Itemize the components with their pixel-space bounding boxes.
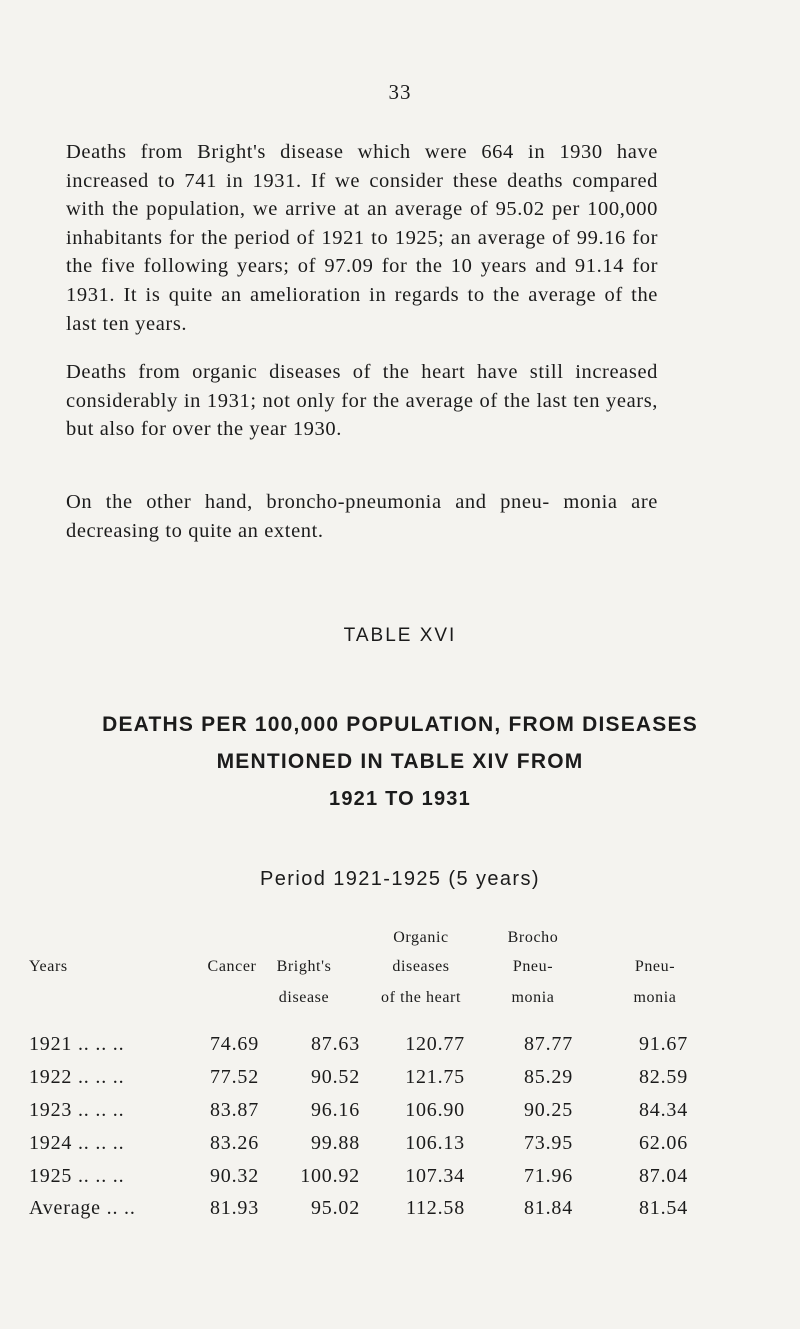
year-cell: 1924 .. .. ..	[29, 1132, 125, 1154]
brights-cell: 99.88	[311, 1132, 360, 1154]
table-label: TABLE XVI	[343, 625, 457, 646]
year-cell: 1923 .. .. ..	[29, 1099, 125, 1121]
year-cell: Average .. ..	[29, 1197, 136, 1219]
broncho-cell: 90.25	[524, 1099, 573, 1121]
year-cell: 1921 .. .. ..	[29, 1033, 125, 1055]
brights-cell: 95.02	[311, 1197, 360, 1219]
page-number: 33	[388, 80, 412, 104]
header-broncho-line-1: Brocho	[507, 929, 559, 946]
table-row	[0, 1066, 800, 1096]
pneumonia-cell: 62.06	[639, 1132, 688, 1154]
broncho-cell: 73.95	[524, 1132, 573, 1154]
brights-cell: 87.63	[311, 1033, 360, 1055]
header-broncho-line-3: monia	[511, 989, 555, 1006]
pneumonia-cell: 81.54	[639, 1197, 688, 1219]
brights-cell: 100.92	[300, 1165, 360, 1187]
header-broncho-line-2: Pneu-	[512, 958, 554, 975]
pneumonia-cell: 91.67	[639, 1033, 688, 1055]
table-row-average	[0, 1197, 800, 1227]
paragraph-heart-disease: Deaths from organic diseases of the heart have still increased considerably in 1931; not only for the average of the last ten years, but also for over the year 1930.	[66, 361, 658, 441]
paragraph-pneumonia: On the other hand, broncho-pneumonia and pneu- monia are decreasing to quite an extent.	[66, 491, 658, 542]
header-organic-line-3: of the heart	[380, 989, 462, 1006]
table-row	[0, 1099, 800, 1129]
organic-cell: 120.77	[405, 1033, 465, 1055]
organic-cell: 106.90	[405, 1099, 465, 1121]
organic-cell: 121.75	[405, 1066, 465, 1088]
table-row	[0, 1165, 800, 1195]
broncho-cell: 85.29	[524, 1066, 573, 1088]
pneumonia-cell: 84.34	[639, 1099, 688, 1121]
period-subtitle: Period 1921-1925 (5 years)	[260, 868, 540, 890]
organic-cell: 112.58	[405, 1197, 465, 1219]
cancer-cell: 74.69	[210, 1033, 259, 1055]
header-cancer: Cancer	[207, 958, 257, 975]
broncho-cell: 81.84	[524, 1197, 573, 1219]
organic-cell: 106.13	[405, 1132, 465, 1154]
broncho-cell: 87.77	[524, 1033, 573, 1055]
brights-cell: 96.16	[311, 1099, 360, 1121]
header-organic-line-1: Organic	[393, 929, 449, 946]
header-pneumonia-line-2: monia	[633, 989, 677, 1006]
table-title-line-3: 1921 TO 1931	[329, 788, 471, 810]
year-cell: 1922 .. .. ..	[29, 1066, 125, 1088]
header-brights-line-2: disease	[278, 989, 330, 1006]
header-years: Years	[29, 958, 68, 975]
cancer-cell: 77.52	[210, 1066, 259, 1088]
header-brights-line-1: Bright's	[276, 958, 332, 975]
brights-cell: 90.52	[311, 1066, 360, 1088]
pneumonia-cell: 87.04	[639, 1165, 688, 1187]
table-title-line-1: DEATHS PER 100,000 POPULATION, FROM DISEASES	[102, 713, 698, 736]
organic-cell: 107.34	[405, 1165, 465, 1187]
header-organic-line-2: diseases	[392, 958, 450, 975]
header-pneumonia-line-1: Pneu-	[634, 958, 676, 975]
cancer-cell: 83.26	[210, 1132, 259, 1154]
cancer-cell: 83.87	[210, 1099, 259, 1121]
broncho-cell: 71.96	[524, 1165, 573, 1187]
cancer-cell: 90.32	[210, 1165, 259, 1187]
pneumonia-cell: 82.59	[639, 1066, 688, 1088]
cancer-cell: 81.93	[210, 1197, 259, 1219]
year-cell: 1925 .. .. ..	[29, 1165, 125, 1187]
table-row	[0, 1132, 800, 1162]
table-row	[0, 1033, 800, 1063]
paragraph-brights-disease: Deaths from Bright's disease which were 664 in 1930 have increased to 741 in 1931. If we consider these deaths compared with the population, we arrive at an average of 95.02 per 100,000 inhabitants for the period of 1921 to 1925; an average of 99.16 for the five following years; of 97.09 for the 10 years and 91.14 for 1931. It is quite an amelioration in regards to the average of the last ten years.	[66, 141, 658, 335]
table-title-line-2: MENTIONED IN TABLE XIV FROM	[216, 750, 584, 773]
